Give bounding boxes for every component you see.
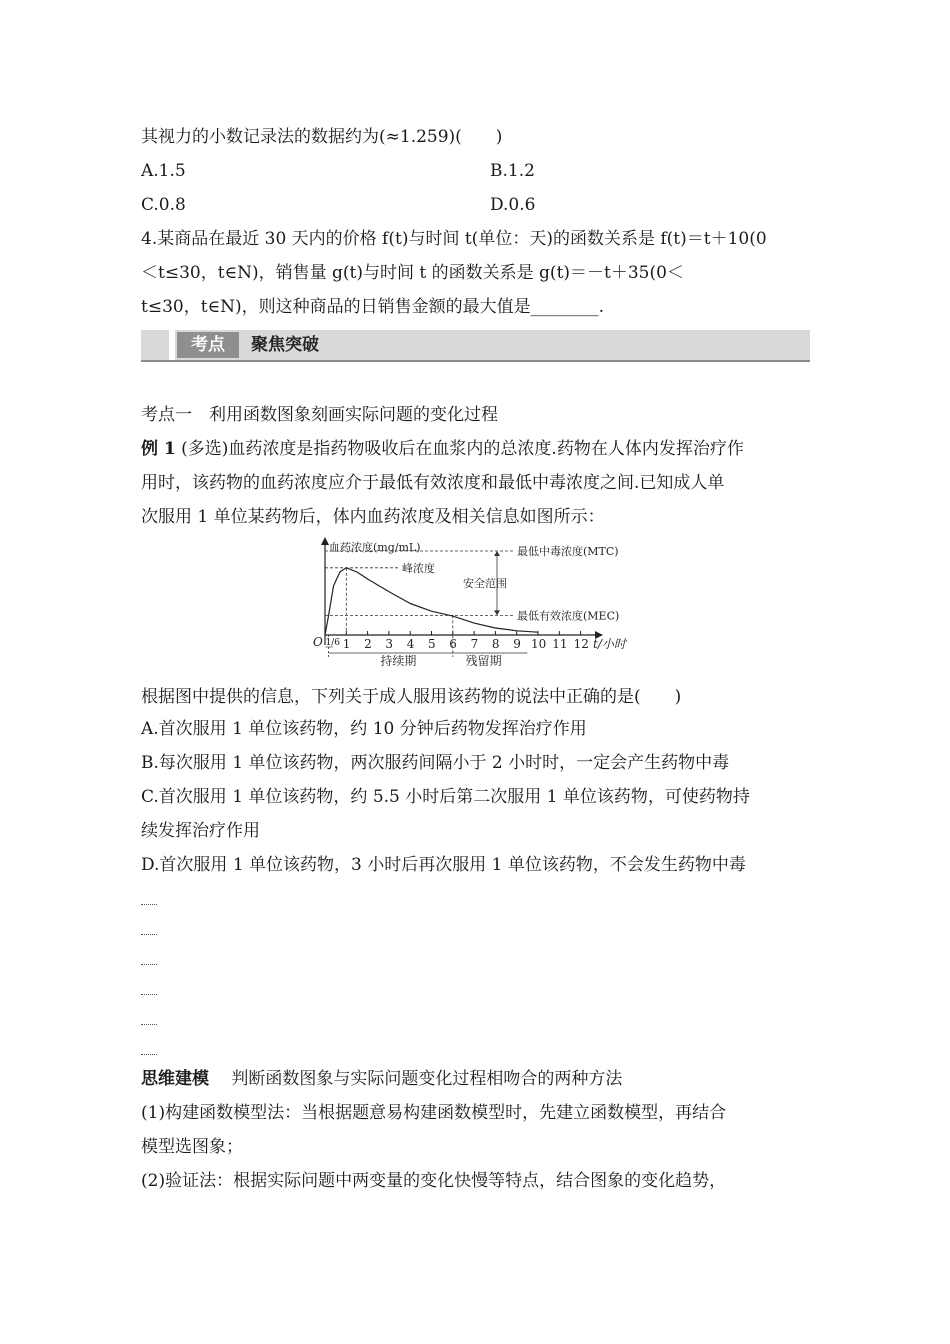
safe-arrow-bottom (494, 610, 500, 615)
option-a-text: A.首次服用 1 单位该药物，约 10 分钟后药物发挥治疗作用 (141, 719, 587, 739)
answer-dots (141, 904, 157, 905)
peak-label: 峰浓度 (402, 561, 435, 575)
banner-tag: 考点 (177, 332, 239, 358)
option-b: B.1.2 (490, 161, 535, 181)
origin-label: O (313, 635, 323, 649)
residual-label: 残留期 (465, 654, 502, 668)
option-b-text: B.每次服用 1 单位该药物，两次服药间隔小于 2 小时时，一定会产生药物中毒 (141, 753, 730, 773)
answer-dots (141, 1054, 157, 1055)
q4-line-1: 4.某商品在最近 30 天内的价格 f(t)与时间 t(单位：天)的函数关系是 f(t)＝t＋10(0 (141, 229, 767, 249)
x-tick-label: 7 (470, 637, 479, 651)
x-tick-label: 8 (491, 637, 500, 651)
x-tick-label: 10 (531, 637, 547, 651)
x-tick-label: 11 (552, 637, 568, 651)
model-p2-line-1: (2)验证法：根据实际问题中两变量的变化快慢等特点，结合图象的变化趋势， (141, 1171, 727, 1191)
x-tick-label: 3 (385, 637, 394, 651)
x-tick-label: 9 (513, 637, 521, 651)
x-tick-label: 4 (406, 637, 415, 651)
example-label: 例 1 (141, 439, 176, 459)
answer-dots (141, 934, 157, 935)
x-tick-label: 5 (428, 637, 436, 651)
example-line-3: 次服用 1 单位某药物后，体内血药浓度及相关信息如图所示： (141, 507, 605, 527)
safe-range-label: 安全范围 (463, 577, 507, 591)
question-stem-tail: 其视力的小数记录法的数据约为(≈1.259)( ) (141, 127, 503, 147)
x-tick-label: 12 (573, 637, 589, 651)
x-tick-label: 1 (342, 637, 351, 651)
example-question: 根据图中提供的信息，下列关于成人服用该药物的说法中正确的是( ) (141, 687, 682, 707)
option-c: C.0.8 (141, 195, 186, 215)
option-c-text-2: 续发挥治疗作用 (141, 821, 260, 841)
answer-dots (141, 1024, 157, 1025)
model-title: 判断函数图象与实际问题变化过程相吻合的两种方法 (231, 1069, 623, 1089)
model-heading (141, 1068, 622, 1090)
option-c-text-1: C.首次服用 1 单位该药物，约 5.5 小时后第二次服用 1 单位该药物，可使药物持 (141, 787, 750, 807)
mtc-label: 最低中毒浓度(MTC) (517, 545, 619, 558)
answer-dots (141, 994, 157, 995)
x-axis-label: t/小时 (593, 637, 626, 651)
example-text: 血药浓度是指药物吸收后在血浆内的总浓度.药物在人体内发挥治疗作 (228, 439, 744, 459)
model-p1-line-2: 模型选图象； (141, 1137, 243, 1157)
y-axis-arrow (321, 537, 329, 545)
q4-line-3: t≤30，t∈N)，则这种商品的日销售金额的最大值是________. (141, 297, 605, 317)
banner-title: 聚焦突破 (251, 335, 319, 355)
option-d-text: D.首次服用 1 单位该药物，3 小时后再次服用 1 单位该药物，不会发生药物中毒 (141, 855, 746, 875)
section-banner (141, 330, 810, 362)
example-line-1 (141, 438, 744, 460)
section-heading: 考点一 利用函数图象刻画实际问题的变化过程 (141, 405, 498, 425)
mec-label: 最低有效浓度(MEC) (517, 609, 620, 623)
duration-label: 持续期 (380, 654, 417, 668)
safe-arrow-top (494, 551, 500, 556)
model-label: 思维建模 (141, 1069, 209, 1089)
answer-dots (141, 964, 157, 965)
option-a: A.1.5 (141, 161, 186, 181)
q4-line-2: ＜t≤30，t∈N)，销售量 g(t)与时间 t 的函数关系是 g(t)＝－t＋35(0＜ (141, 263, 684, 283)
y-axis-label: 血药浓度(mg/mL) (329, 541, 421, 554)
x-tick-label: 2 (364, 637, 372, 651)
special-tick-label: 1/6 (325, 638, 341, 648)
model-p1-line-1: (1)构建函数模型法：当根据题意易构建函数模型时，先建立函数模型，再结合 (141, 1103, 727, 1123)
example-tag: (多选) (181, 439, 229, 459)
option-d: D.0.6 (490, 195, 536, 215)
concentration-chart (305, 535, 645, 670)
example-line-2: 用时，该药物的血药浓度应介于最低有效浓度和最低中毒浓度之间.已知成人单 (141, 473, 725, 493)
banner-stripe (169, 330, 175, 360)
x-tick-label: 6 (449, 637, 457, 651)
